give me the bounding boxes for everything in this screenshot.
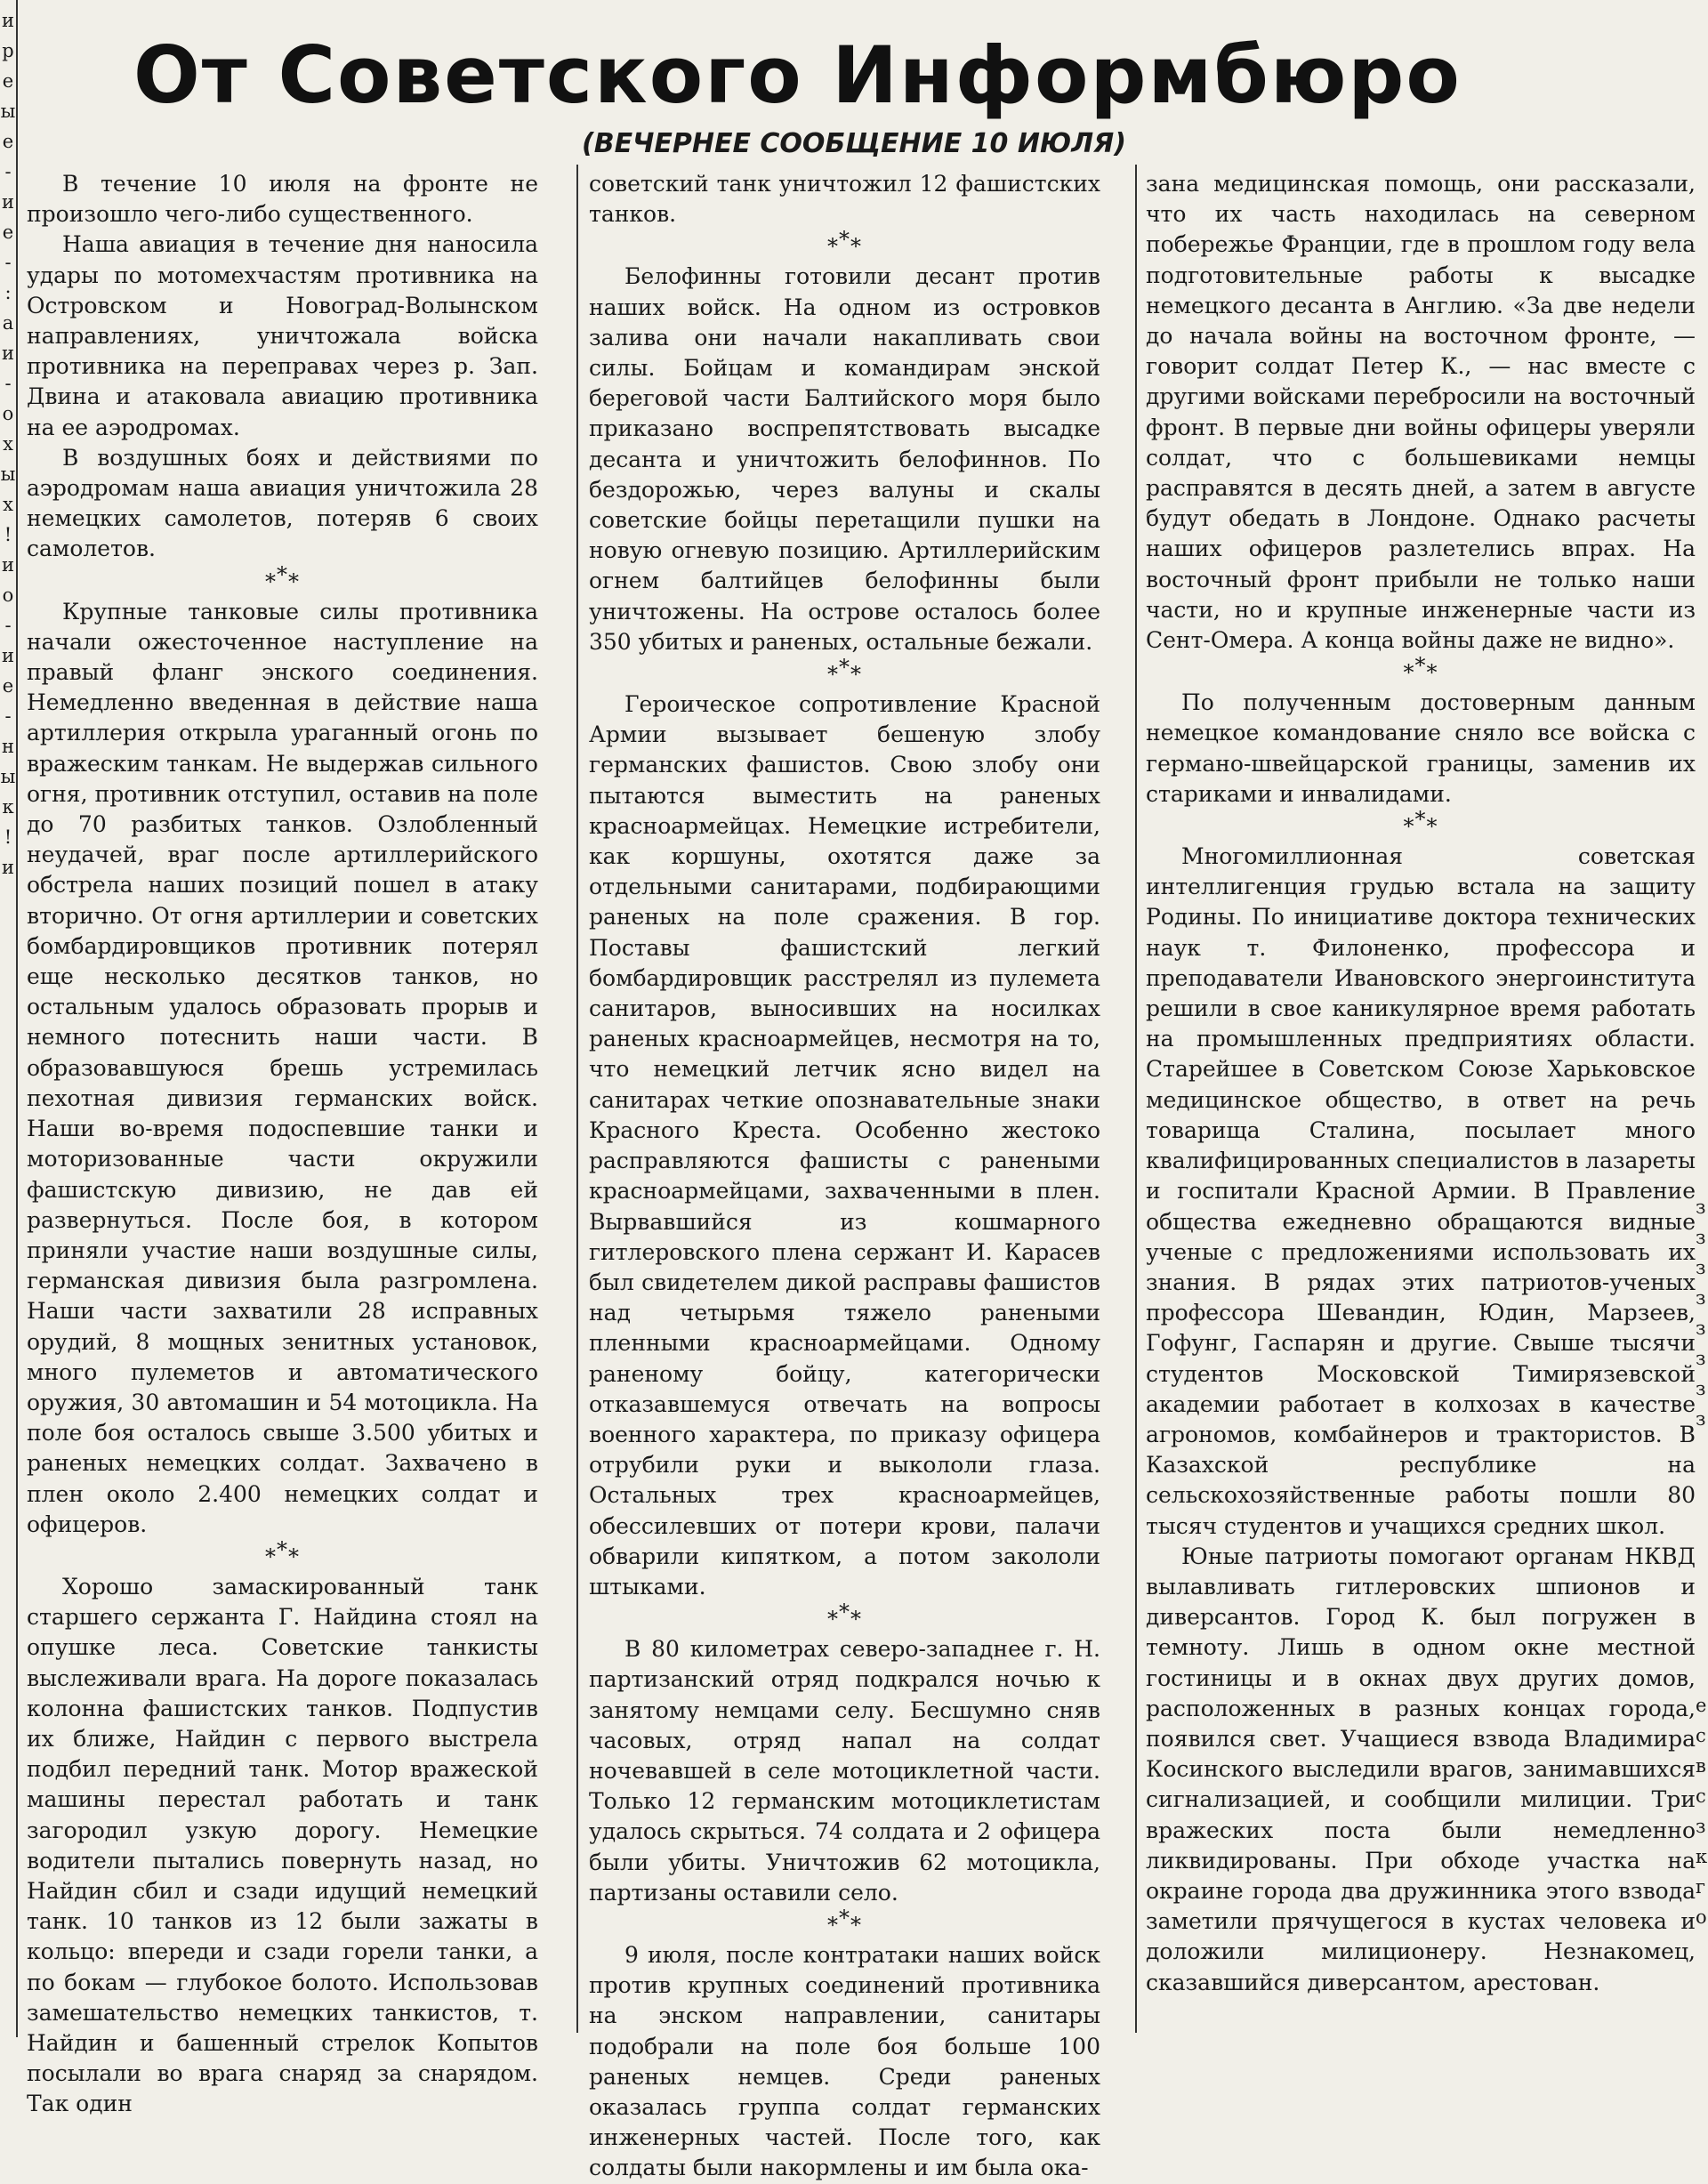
separator-star: * (1414, 807, 1427, 833)
edge-letter: к (1696, 1846, 1708, 1867)
section-separator (589, 1905, 1100, 1938)
edge-letter: и (2, 645, 14, 666)
section-separator (1146, 653, 1696, 686)
article-paragraph: В воздушных боях и действиями по аэродромам наша авиация уничтожила 28 немецких самолетов, потеряв 6 своих самолетов. (27, 444, 538, 562)
edge-letter: х (3, 494, 13, 515)
edge-letter: а (2, 312, 14, 334)
edge-letter: з (1696, 1287, 1706, 1309)
edge-letter: ы (0, 463, 16, 485)
article-paragraph: Наша авиация в течение дня наносила удары по мотомехчастям противника на Островском и Новоград-Волынском направлениях, уничтожала войска противника на переправах через р. Зап. Двина и атаковала авиацию противника на ее аэродромах. (27, 231, 538, 440)
section-separator (1146, 807, 1696, 840)
edge-letter: ! (4, 524, 12, 545)
edge-letter: е (2, 131, 14, 152)
edge-letter: о (2, 403, 14, 424)
separator-star: * (277, 1536, 288, 1562)
article-paragraph: По полученным достоверным данным немецкое командование сняло все войска с германо-швейцарской границы, заменив их стариками и инвалидами. (1146, 689, 1696, 807)
separator-star: * (827, 234, 839, 260)
edge-letter: е (2, 222, 14, 243)
right-edge-fragment-top (1696, 1192, 1708, 1430)
separator-star: * (1426, 660, 1438, 686)
section-separator (589, 1600, 1100, 1632)
edge-letter: - (4, 705, 12, 727)
article-paragraph: В 80 километрах северо-западнее г. Н. партизанский отряд подкрался ночью к занятому немцами селу. Бесшумно сняв часовых, отряд напал на солдат ночевавшей в селе мотоциклетной части. Только 12 германским мотоциклетистам удалось скрыться. 74 солдата и 2 офицера были убиты. Уничтожив 62 мотоцикла, партизаны оставили село. (589, 1636, 1100, 1906)
edge-letter: ы (0, 766, 16, 787)
edge-letter: р (2, 40, 14, 61)
right-edge-fragment-bottom (1696, 1690, 1708, 2037)
edge-letter: з (1696, 1348, 1706, 1369)
edge-letter: е (1696, 1695, 1707, 1716)
separator-star: * (827, 1912, 839, 1938)
subheadline: (ВЕЧЕРНЕЕ СООБЩЕНИЕ 10 ИЮЛЯ) (582, 128, 1126, 159)
separator-star: * (827, 1607, 839, 1632)
edge-letter: н (2, 736, 14, 757)
separator-star: * (839, 1600, 850, 1625)
section-separator (589, 655, 1100, 688)
article-paragraph: Юные патриоты помогают органам НКВД вылавливать гитлеровских шпионов и диверсантов. Город К. был погружен в темноту. Лишь в одном окне местной гостиницы и в окнах двух других домов, расположенных в разных концах города, появился свет. Учащиеся взвода Владимира Косинского выследили врагов, занимавшихся сигнализацией, и сообщили милиции. Три вражеских поста были немедленно ликвидированы. При обходе участка на окраине города два дружинника этого взвода заметили прячущегося в кустах человека и доложили милиционеру. Незнакомец, сказавшийся диверсантом, арестован. (1146, 1543, 1696, 1995)
separator-star: * (1426, 814, 1438, 840)
separator-star: * (850, 662, 862, 688)
column-1 (27, 169, 538, 2117)
separator-star: * (265, 1543, 277, 1569)
column-2 (589, 169, 1100, 2181)
edge-letter: с (1696, 1785, 1706, 1807)
separator-star: * (839, 1905, 850, 1930)
article-paragraph: Крупные танковые силы противника начали ожесточенное наступление на правый фланг энского соединения. Немедленно введенная в действие наша артиллерия открыла ураганный огонь по вражеским танкам. Не выдержав сильного огня, противник отступил, оставив на поле до 70 разбитых танков. Озлобленный неудачей, враг после артиллерийского обстрела наших позиций пошел в атаку вторично. От огня артиллерии и советских бомбардировщиков противник потерял еще несколько десятков танков, но остальным удалось образовать прорыв и немного потеснить наши части. В образовавшуюся брешь устремилась пехотная дивизия германских войск. Наши во-время подоспевшие танки и моторизованные части окружили фашистскую дивизию, не дав ей развернуться. После боя, в котором приняли участие наши воздушные силы, германская дивизия была разгромлена. Наши части захватили 28 исправных орудий, 8 мощных зенитных установок, много пулеметов и автоматического оружия, 30 автомашин и 54 мотоцикла. На поле боя осталось свыше 3.500 убитых и раненых немецких солдат. Захвачено в плен около 2.400 немецких солдат и офицеров. (27, 598, 538, 1537)
edge-letter: - (4, 615, 12, 636)
edge-letter: е (2, 675, 14, 697)
edge-letter: - (4, 161, 12, 182)
article-paragraph: Хорошо замаскированный танк старшего сержанта Г. Найдина стоял на опушке леса. Советские танкисты выслеживали врага. На дороге показалась колонна фашистских танков. Подпустив их ближе, Найдин с первого выстрела подбил передний танк. Мотор вражеской машины перестал работать и танк загородил узкую дорогу. Немецкие водители пытались повернуть назад, но Найдин сбил и сзади идущий немецкий танк. 10 танков из 12 были зажаты в кольцо: впереди и сзади горели танки, а по бокам — глубокое болото. Использовав замешательство немецких танкистов, т. Найдин и башенный стрелок Копытов посылали во врага снаряд за снарядом. Так один (27, 1573, 538, 2117)
edge-letter: з (1696, 1816, 1706, 1837)
separator-star: * (839, 655, 850, 681)
separator-star: * (288, 568, 300, 594)
section-separator (27, 1536, 538, 1569)
article-paragraph: Белофинны готовили десант против наших войск. На одном из островков залива они начали накапливать свои силы. Бойцам и командирам энской береговой части Балтийского моря было приказано воспрепятствовать высадке десанта и уничтожить белофиннов. По бездорожью, через валуны и скалы советские бойцы перетащили пушки на новую огневую позицию. Артиллерийским огнем балтийцев белофинны были уничтожены. На острове осталось более 350 убитых и раненых, остальные бежали. (589, 263, 1100, 655)
separator-star: * (265, 568, 277, 594)
edge-letter: - (4, 373, 12, 394)
section-separator (589, 227, 1100, 260)
separator-star: * (1403, 814, 1415, 840)
edge-letter: з (1696, 1318, 1706, 1339)
article-paragraph: зана медицинская помощь, они рассказали, что их часть находилась на северном побережье Франции, где в прошлом году вела подготовительные работы к высадке немецкого десанта в Англию. «За две недели до начала войны на восточном фронте, — говорит солдат Петер К., — нас вместе с другими войсками перебросили на восточный фронт. В первые дни войны офицеры уверяли солдат, что с большевиками немцы расправятся в десять дней, а затем в августе будут обедать в Лондоне. Однако расчеты наших офицеров разлетелись впрах. На восточный фронт прибыли не только наши части, но и крупные инженерные части из Сент-Омера. А конца войны даже не видно». (1146, 171, 1696, 654)
edge-letter: ! (4, 826, 12, 848)
edge-letter: з (1696, 1227, 1706, 1248)
article-paragraph: советский танк уничтожил 12 фашистских танков. (589, 171, 1100, 228)
edge-letter: с (1696, 1725, 1706, 1746)
separator-star: * (277, 561, 288, 587)
separator-star: * (850, 1912, 862, 1938)
edge-letter: з (1696, 1197, 1706, 1218)
edge-letter: и (2, 554, 14, 576)
separator-star: * (288, 1543, 300, 1569)
separator-star: * (839, 227, 850, 253)
edge-letter: и (2, 857, 14, 878)
edge-letter: ы (0, 101, 16, 122)
separator-star: * (850, 1607, 862, 1632)
edge-letter: в (1696, 1755, 1706, 1777)
edge-letter: з (1696, 1257, 1706, 1278)
edge-letter: з (1696, 1408, 1706, 1430)
separator-star: * (1414, 653, 1427, 679)
separator-star: * (850, 234, 862, 260)
article-paragraph: Многомиллионная советская интеллигенция грудью встала на защиту Родины. По инициативе доктора технических наук т. Филоненко, профессора и преподаватели Ивановского энергоинститута решили в свое каникулярное время работать на промышленных предприятиях области. Старейшее в Советском Союзе Харьковское медицинское общество, в ответ на речь товарища Сталина, посылает много квалифицированных специалистов в лазареты и госпитали Красной Армии. В Правление общества ежедневно обращаются видные ученые с предложениями использовать их знания. В рядах этих патриотов-ученых профессора Шевандин, Юдин, Марзеев, Гофунг, Гаспарян и другие. Свыше тысячи студентов Московской Тимирязевской академии работает в колхозах в качестве агрономов, комбайнеров и трактористов. В Казахской республике на сельскохозяйственные работы пошли 80 тысяч студентов и учащихся средних школ. (1146, 843, 1696, 1539)
edge-letter: о (2, 584, 14, 606)
column-3 (1146, 169, 1696, 2033)
edge-letter: г (1696, 1876, 1706, 1898)
article-paragraph: В течение 10 июля на фронте не произошло чего-либо существенного. (27, 171, 538, 228)
edge-letter: и (2, 10, 14, 31)
headline: От Советского Информбюро (133, 29, 1462, 121)
edge-letter: к (2, 796, 14, 818)
article-paragraph: Героическое сопротивление Красной Армии вызывает бешеную злобу германских фашистов. Свою злобу они пытаются выместить на раненых красноармейцах. Немецкие истребители, как коршуны, охотятся даже за отдельными санитарами, подбирающими раненых на поле сражения. В гор. Поставы фашистский легкий бомбардировщик расстрелял из пулемета санитаров, выносивших на носилках раненых красноармейцев, несмотря на то, что немецкий летчик ясно видел на санитарах четкие опознавательные знаки Красного Креста. Особенно жестоко расправляются фашисты с ранеными красноармейцами, захваченными в плен. Вырвавшийся из кошмарного гитлеровского плена сержант И. Карасев был свидетелем дикой расправы фашистов над четырьмя тяжело ранеными пленными красноармейцами. Одному раненому бойцу, категорически отказавшемуся отвечать на вопросы военного характера, по приказу офицера отрубили руки и выкололи глаза. Остальных трех красноармейцев, обессилевших от потери крови, палачи обварили кипятком, а потом закололи штыками. (589, 691, 1100, 1600)
edge-letter: : (4, 282, 12, 303)
left-edge-fragment (0, 0, 18, 2037)
edge-letter: и (2, 191, 14, 213)
edge-letter: з (1696, 1378, 1706, 1399)
edge-letter: о (1696, 1906, 1707, 1928)
edge-letter: х (3, 433, 13, 455)
edge-letter: и (2, 343, 14, 364)
separator-star: * (827, 662, 839, 688)
section-separator (27, 561, 538, 594)
edge-letter: е (2, 70, 14, 92)
edge-letter: - (4, 252, 12, 273)
separator-star: * (1403, 660, 1415, 686)
column-rule-1 (576, 165, 578, 2033)
article-paragraph: 9 июля, после контратаки наших войск против крупных соединений противника на энском направлении, санитары подобрали на поле боя больше 100 раненых немцев. Среди раненых оказалась группа солдат германских инженерных частей. После того, как солдаты были накормлены и им была ока- (589, 1941, 1100, 2181)
column-rule-2 (1135, 165, 1137, 2033)
